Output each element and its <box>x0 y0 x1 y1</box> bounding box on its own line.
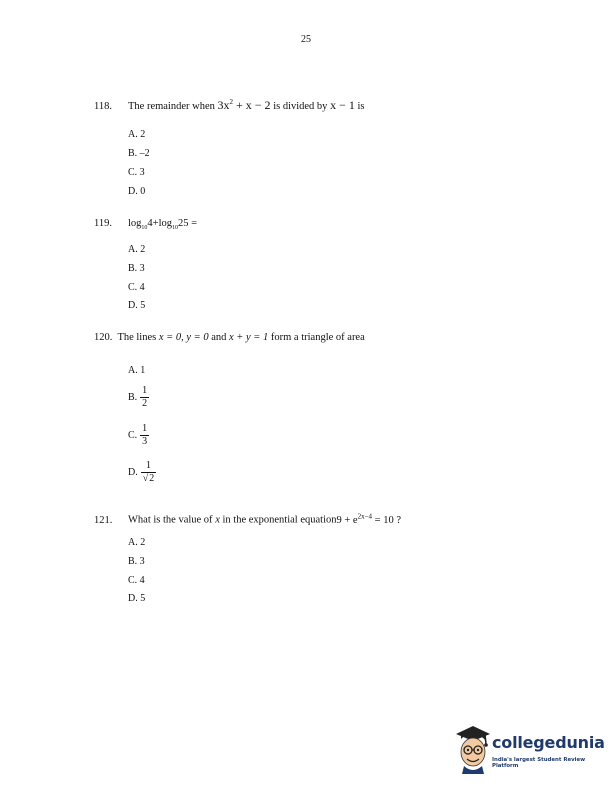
question-text: What is the value of <box>128 514 213 526</box>
option-a: A. 2 <box>128 129 146 140</box>
question-text: in the exponential equation <box>222 514 337 526</box>
math-expression: y = 0 <box>186 332 209 343</box>
question-118 <box>94 99 364 113</box>
option-b: B. $\frac{1}{2}$ <box>128 385 148 409</box>
math-expression: $9 + e^{2x-4} = 10$ ? <box>336 512 402 526</box>
option-a: A. 1 <box>128 365 146 376</box>
question-text: and <box>211 332 227 343</box>
option-b: B. 3 <box>128 556 145 567</box>
option-c: C. 4 <box>128 282 145 293</box>
option-d: D. 5 <box>128 593 146 604</box>
fraction: $\frac{1}{3}$ <box>142 423 148 447</box>
question-number: 120. <box>94 332 113 343</box>
math-expression: $\log_{10}4+\log_{10}25$ = <box>128 218 198 232</box>
brand-name: collegedunia <box>492 733 605 752</box>
option-d: D. 5 <box>128 300 146 311</box>
mascot-logo-icon <box>452 722 494 774</box>
question-text: is <box>357 101 365 112</box>
option-a: A. 2 <box>128 244 146 255</box>
option-d: D. 0 <box>128 186 146 197</box>
question-120 <box>94 333 365 344</box>
math-expression: x − 1 <box>330 98 355 112</box>
question-121 <box>94 513 401 526</box>
question-text: form a triangle of area <box>270 332 365 343</box>
option-b: B. –2 <box>128 148 150 159</box>
math-expression: $3x^2 + x - 2$ <box>217 98 271 112</box>
math-variable: x <box>215 514 220 526</box>
question-number: 118. <box>94 101 112 112</box>
question-text: The remainder when <box>128 101 215 112</box>
option-c: C. 4 <box>128 575 145 586</box>
math-expression: x = 0, <box>158 332 184 343</box>
question-number: 121. <box>94 514 113 526</box>
fraction: $\frac{1}{2}$ <box>142 385 148 409</box>
option-d: D. $\frac{1}{√2}$ <box>128 460 155 484</box>
option-c: C. $\frac{1}{3}$ <box>128 423 148 447</box>
option-b: B. 3 <box>128 263 145 274</box>
question-number: 119. <box>94 218 112 229</box>
radical: √2 <box>142 473 155 484</box>
question-text: The lines <box>117 332 157 343</box>
fraction: $\frac{1}{√2}$ <box>142 460 155 484</box>
brand-tagline: India's largest Student Review Platform <box>492 757 586 769</box>
question-119 <box>94 219 197 231</box>
option-c: C. 3 <box>128 167 145 178</box>
page-number: 25 <box>301 34 311 45</box>
question-text: is divided by <box>273 101 328 112</box>
option-a: A. 2 <box>128 537 146 548</box>
math-expression: x + y = 1 <box>229 332 269 343</box>
